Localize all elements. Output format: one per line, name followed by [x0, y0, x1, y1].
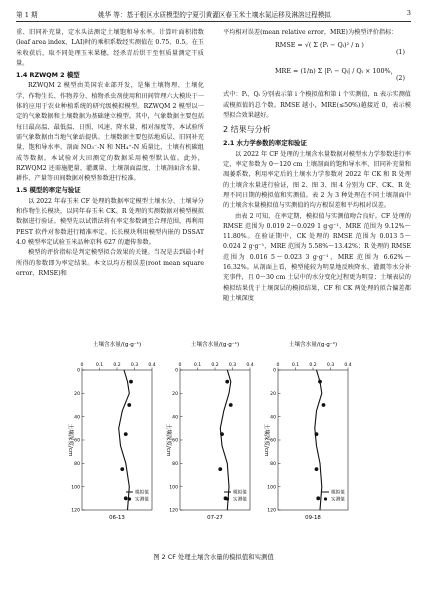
y-tick-label: 40: [270, 415, 276, 421]
page-number: 3: [406, 9, 411, 17]
y-tick-label: 100: [71, 485, 80, 491]
observed-point: [127, 403, 131, 407]
paragraph: 由表 2 可知，在率定期，模拟值与实测值吻合良好。CF 处理的 RMSE 范围为 0.019 2～0.029 1 g·g⁻¹，MRE 范围为 9.12%～11.80%。在验证期中，CK 处理的 RMSE 范围为 0.013 5～0.024 2 g·g⁻¹，MRE 范围为 5.58%～13.42%；R 处理的 RMSE 范围为 0.016 5～0.023 3 g·g⁻¹，MRE 范围为 6.62%～16.32%。从剖面上看，模型能较为明显地反映降水、灌溉等水分补充事件，且 0～30 cm 土层中的水分变化过程更为明显；土壤表层的模拟结果优于土壤深层的模拟结果，CF 和 CK 两处理的拟合偏差都随土壤深度: [223, 212, 411, 302]
x-tick-label: 0.1: [291, 363, 300, 368]
observed-point: [316, 496, 320, 500]
observed-point: [225, 380, 229, 384]
equation-number: (1): [395, 48, 405, 57]
y-tick-label: 80: [270, 461, 276, 467]
issue-number: 第 1 期: [16, 11, 38, 19]
x-tick-label: 0: [178, 363, 182, 368]
panel-date: 07-27: [207, 515, 223, 521]
paragraph: 以 2022 年 CF 处理的土壤含水量数据对模型水力学参数进行率定，率定参数为 0～120 cm 土壤剖面的饱和导水率、旧同补充量和凋萎系数，利用率定后的土壤水力学参数对 2022 年 CK 和 R 处理的土壤含水量进行验证，图 2、图 3、图 4 分别为 CF、CK、R 处理不同日期的模拟值和实测值。表 2 为 3 种处理在不同土壤剖面中的土壤含水量模拟值与实测值的均方根误差和平均相对误差。: [223, 150, 411, 210]
paragraph: 式中：Pᵢ、Qᵢ 分别表示第 i 个模拟值和第 i 个实测值，n 表示实测值或模拟值的总个数。RMSE 越小，MRE(≤50%)越接近 0，表示模型拟合效果越好。: [223, 91, 411, 119]
section-heading: 2 结果与分析: [223, 125, 271, 135]
x-tick-label: 0: [276, 363, 280, 368]
legend-simulated-label: 模拟值: [331, 490, 345, 496]
subsection-heading: 2.1 水力学参数的率定和验证: [223, 139, 307, 148]
observed-point: [124, 432, 128, 436]
y-tick-label: 60: [270, 438, 276, 444]
x-tick-label: 0.1: [193, 363, 202, 368]
panel-date: 06-13: [109, 515, 125, 521]
x-tick-label: 0.3: [326, 363, 335, 368]
left-column: [16, 28, 204, 279]
y-tick-label: 60: [172, 438, 178, 444]
y-tick-label: 60: [74, 438, 80, 444]
legend-observed-swatch: [226, 497, 229, 500]
legend-observed-label: 实测值: [233, 497, 247, 503]
figure-2-plots: [60, 338, 380, 553]
x-tick-label: 0.3: [228, 363, 237, 368]
legend-observed-swatch: [324, 497, 327, 500]
x-axis-label: 土壤含水量/(g·g⁻¹): [288, 342, 338, 348]
legend-simulated-label: 模拟值: [233, 490, 247, 496]
figure-caption: 图 2 CF 处理土壤含水量的模拟值和实测值: [153, 553, 274, 561]
observed-point: [218, 467, 222, 471]
legend-observed-label: 实测值: [331, 497, 345, 503]
x-tick-label: 0.3: [130, 363, 139, 368]
paragraph: 平均相对误差(mean relative error，MRE)为模型评价指标：: [223, 29, 398, 36]
y-tick-label: 20: [74, 391, 80, 397]
y-tick-label: 100: [169, 485, 178, 491]
x-tick-label: 0.4: [246, 363, 254, 368]
section-heading: 1.5 模型的率定与验证: [16, 186, 81, 195]
legend-simulated-label: 模拟值: [135, 490, 149, 496]
y-axis-label: 土壤深度/cm: [165, 423, 171, 457]
right-column: [223, 28, 411, 304]
plot-frame: [180, 370, 250, 510]
observed-point: [315, 467, 319, 471]
running-title: 姚华 等：基于根区水质模型的宁夏引黄灌区春玉米土壤水氮运移及淋溶过程模拟: [98, 11, 331, 19]
y-tick-label: 0: [175, 368, 178, 374]
observed-point: [120, 467, 124, 471]
observed-point: [220, 432, 224, 436]
x-tick-label: 0.2: [211, 363, 219, 368]
equation-2: [223, 64, 411, 90]
observed-point: [322, 403, 326, 407]
y-tick-label: 100: [267, 485, 276, 491]
equation-1: [223, 38, 411, 64]
x-tick-label: 0.4: [148, 363, 156, 368]
y-tick-label: 40: [74, 415, 80, 421]
x-tick-label: 0.1: [95, 363, 104, 368]
y-tick-label: 20: [270, 391, 276, 397]
section-heading: 1.4 RZWQM 2 模型: [16, 71, 80, 80]
observed-point: [318, 380, 322, 384]
x-tick-label: 0.2: [309, 363, 317, 368]
paragraph: 以 2022 年春玉米 CF 处理的数据率定模型土壤水分、土壤导分和作物生长模块，以同年春玉米 CK、R 处理的实测数据对模型模拟数据进行验证。模型先以试错法将有率定参数调至合理范围，再利用 PEST 软件对参数进行精准率定。长长模块利用模型内嵌的 DSSAT 4.0 模型率定试验玉米品种京科 627 的遗传参数。: [16, 197, 204, 246]
y-tick-label: 40: [172, 415, 178, 421]
paragraph: 重、旧同补充量，定水头法测定土壤饱和导水率。计算叶面积指数(leaf area index，LAI)时的乘积系数经实测值在 0.75、0.5。在玉米收获后，取不同处理玉米果穗，经杀青后烘干至恒质量测定干质量。: [16, 29, 204, 67]
simulated-line: [220, 370, 231, 510]
equation-body: MRE = (1/n) Σ |Pᵢ − Qᵢ| / Qᵢ × 100%，: [275, 67, 397, 76]
plot-frame: [82, 370, 152, 510]
equation-body: RMSE = √( Σ (Pᵢ − Qᵢ)² / n ): [275, 41, 364, 50]
plot-frame: [278, 370, 348, 510]
y-tick-label: 120: [169, 508, 178, 514]
x-axis-label: 土壤含水量/(g·g⁻¹): [92, 342, 142, 348]
y-tick-label: 120: [71, 508, 80, 514]
y-tick-label: 0: [273, 368, 276, 374]
y-axis-label: 土壤深度/cm: [67, 423, 73, 457]
x-tick-label: 0: [80, 363, 84, 368]
panel-date: 09-18: [305, 515, 321, 521]
simulated-line: [315, 370, 322, 510]
y-axis-label: 土壤深度/cm: [263, 423, 269, 457]
x-tick-label: 0.2: [113, 363, 121, 368]
paragraph: 模型的评价指标是判定模型拟合效果的关键。当况是去到最小时所得的参数即为率定结果。本文以均方根误差(root mean square error，RMSE)和: [16, 249, 204, 277]
legend-observed-swatch: [128, 497, 131, 500]
paragraph: RZWQM 2 模型由美国农业部开发，是集土壤物理、土壤化学、作物生长、作物养分、植物杀虫剂使用和田间管理六大模块于一体的应用于农业种植系统的研究级模拟模型。RZWQM 2 模型以一定的气象数据和土壤数据为基础建立模型。其中，气象数据主要包括每日最高温、最低温、日照、风速、降水量、相对湿度等，本试验所需气象数据由当地气象站提供。土壤数据主要包括地质层、旧同补充量、饱和导水率、剖面 NO₃⁻-N 和 NH₄⁺-N 质量比、土壤有机碳组成等数据。本试验对大田测定的数据采用模型默认值。此外，RZWQM2 还需施肥量、灌溉量、土壤剖面温度、土壤剖面含水量、耕作、产量等田间数据对模型参数进行校准。: [16, 82, 204, 183]
observed-point: [124, 496, 128, 500]
y-tick-label: 80: [172, 461, 178, 467]
observed-point: [229, 403, 233, 407]
equation-number: (2): [395, 74, 405, 83]
x-tick-label: 0.4: [344, 363, 352, 368]
y-tick-label: 120: [267, 508, 276, 514]
simulated-line: [119, 370, 130, 510]
figure-2: [60, 338, 380, 553]
y-tick-label: 80: [74, 461, 80, 467]
y-tick-label: 20: [172, 391, 178, 397]
legend-observed-label: 实测值: [135, 497, 149, 503]
observed-point: [315, 432, 319, 436]
y-tick-label: 0: [77, 368, 80, 374]
observed-point: [129, 380, 133, 384]
x-axis-label: 土壤含水量/(g·g⁻¹): [190, 342, 240, 348]
running-header: [16, 9, 411, 22]
